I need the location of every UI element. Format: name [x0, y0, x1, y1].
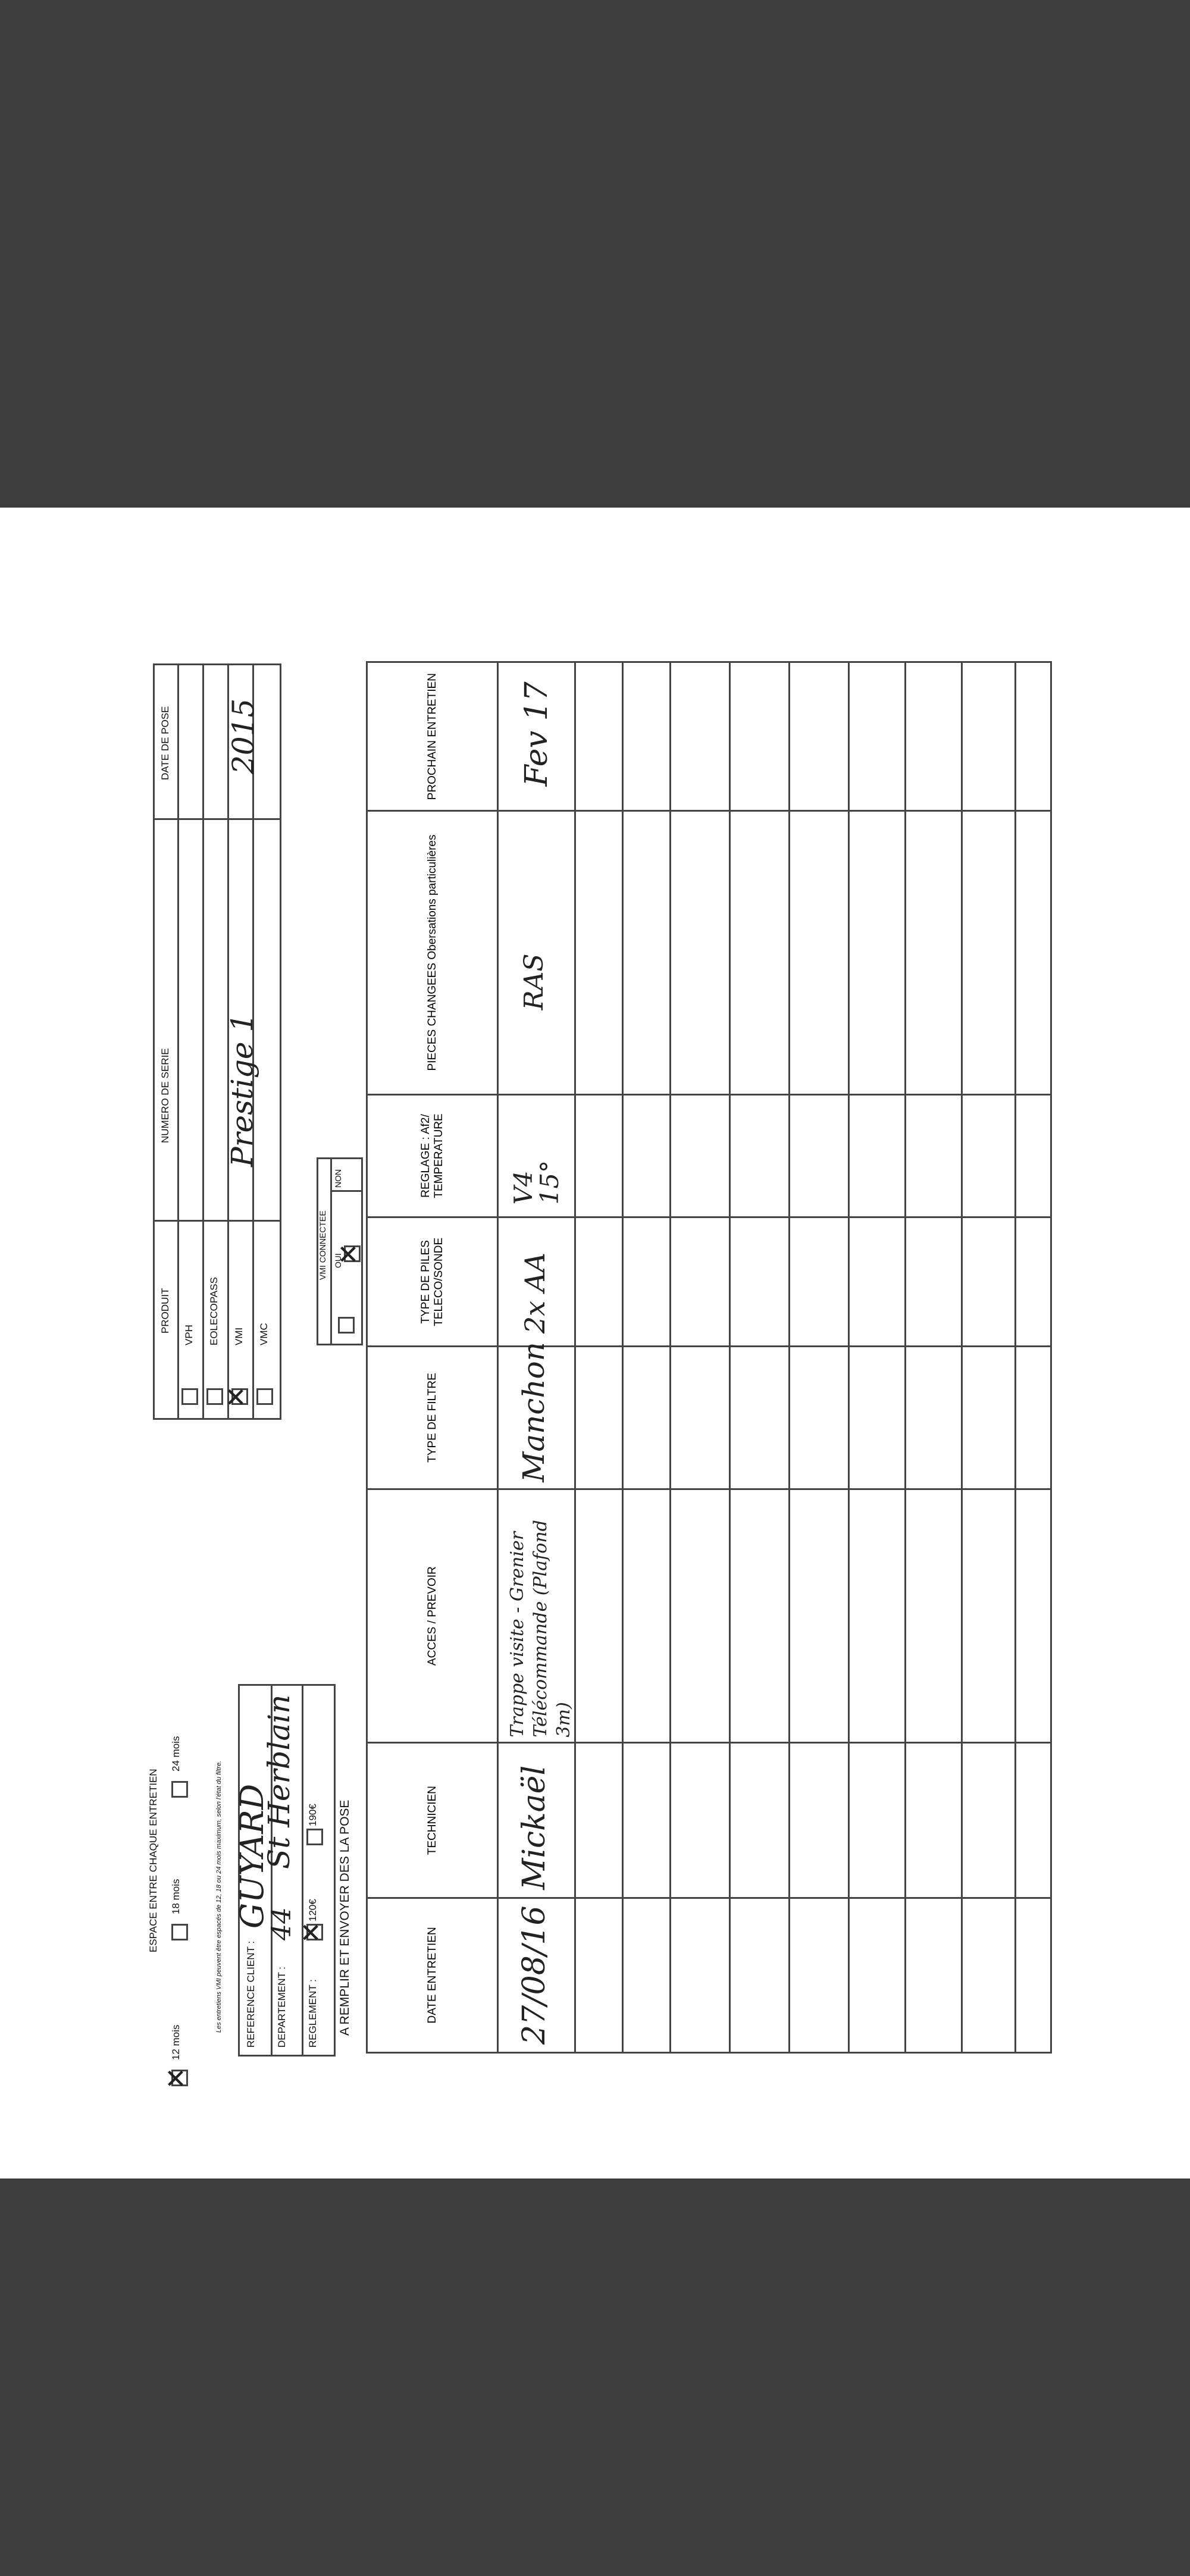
- option-24-mois-label: 24 mois: [170, 1736, 181, 1771]
- rotated-form-sheet: [0, 508, 1190, 2179]
- produit-header: PRODUIT: [159, 1288, 171, 1334]
- checkbox-24-mois[interactable]: [171, 1781, 188, 1798]
- interval-note: Les entretiens VMI peuvent être espacés de 12, 18 ou 24 mois maximum, selon l'état du filtre.: [215, 1760, 223, 2033]
- vmi-non-label: NON: [333, 1169, 343, 1188]
- option-12-mois-label: 12 mois: [170, 2024, 181, 2060]
- table-row: [1016, 662, 1051, 2053]
- cell-reglage: V4 15°: [498, 1094, 575, 1217]
- checkbox-vph[interactable]: [181, 1388, 198, 1405]
- departement-value: 44: [267, 1907, 297, 1940]
- table-row: [849, 662, 906, 2053]
- checkbox-190[interactable]: [306, 1829, 323, 1845]
- table-row: [962, 662, 1016, 2053]
- footer-instruction: A REMPLIR ET ENVOYER DES LA POSE: [338, 1799, 352, 2036]
- table-row: [575, 662, 623, 2053]
- col-acces-prevoir: ACCES / PREVOIR: [367, 1489, 498, 1743]
- entretien-table: [366, 661, 1052, 2054]
- checkbox-120[interactable]: [306, 1924, 323, 1940]
- cell-technicien: Mickaël: [498, 1743, 575, 1898]
- city-value: St Herblain: [262, 1694, 296, 1869]
- table-header-row: [367, 662, 498, 2053]
- option-18-mois-label: 18 mois: [170, 1879, 181, 1914]
- checkbox-vmi[interactable]: [231, 1388, 248, 1405]
- produit-vmi: VMI: [233, 1327, 245, 1345]
- reglement-label: REGLEMENT :: [307, 1979, 318, 2048]
- produit-vmc: VMC: [258, 1323, 270, 1345]
- produit-vph: VPH: [183, 1325, 195, 1345]
- reglement-190-label: 190€: [307, 1804, 318, 1826]
- date-pose-header: DATE DE POSE: [159, 706, 171, 780]
- cell-filtre: Manchon: [498, 1347, 575, 1489]
- table-row: [623, 662, 671, 2053]
- table-row: [730, 662, 790, 2053]
- cell-pieces: RAS: [498, 811, 575, 1094]
- table-row: [498, 662, 575, 2053]
- reference-label: REFERENCE CLIENT :: [245, 1940, 256, 2048]
- scanned-page: [0, 508, 1190, 2179]
- checkbox-eolecopass[interactable]: [206, 1388, 223, 1405]
- numero-serie-value: Prestige 1: [225, 1013, 259, 1167]
- date-pose-value: 2015: [226, 698, 261, 774]
- checkbox-18-mois[interactable]: [171, 1924, 188, 1940]
- table-row: [906, 662, 962, 2053]
- reglement-120-label: 120€: [307, 1899, 318, 1921]
- col-date-entretien: DATE ENTRETIEN: [367, 1898, 498, 2052]
- vmi-connectee-label: VMI CONNECTEE: [318, 1210, 327, 1280]
- col-prochain-entretien: PROCHAIN ENTRETIEN: [367, 662, 498, 811]
- col-technicien: TECHNICIEN: [367, 1743, 498, 1898]
- col-type-piles: TYPE DE PILES TELECO/SONDE: [367, 1217, 498, 1347]
- cell-date: 27/08/16: [498, 1898, 575, 2052]
- table-row: [671, 662, 730, 2053]
- reference-value: GUYARD: [233, 1783, 271, 1929]
- cell-piles: 2x AA: [498, 1217, 575, 1347]
- checkbox-vmc[interactable]: [256, 1388, 273, 1405]
- cell-prochain: Fev 17: [498, 662, 575, 811]
- cell-acces: Trappe visite - Grenier Télécommande (Plafond 3m): [498, 1489, 575, 1743]
- numero-serie-header: NUMERO DE SERIE: [159, 1048, 171, 1143]
- col-type-filtre: TYPE DE FILTRE: [367, 1347, 498, 1489]
- checkbox-vmi-vide[interactable]: [338, 1317, 355, 1334]
- col-pieces-changees: PIECES CHANGEES Obersations particulières: [367, 811, 498, 1094]
- produit-eolecopass: EOLECOPASS: [208, 1277, 220, 1345]
- col-reglage: REGLAGE : Af2/ TEMPERATURE: [367, 1094, 498, 1217]
- checkbox-12-mois[interactable]: [171, 2070, 188, 2086]
- table-row: [790, 662, 849, 2053]
- departement-label: DEPARTEMENT :: [276, 1966, 287, 2048]
- checkbox-oui[interactable]: [344, 1245, 361, 1262]
- interval-heading: ESPACE ENTRE CHAQUE ENTRETIEN: [148, 1769, 159, 1952]
